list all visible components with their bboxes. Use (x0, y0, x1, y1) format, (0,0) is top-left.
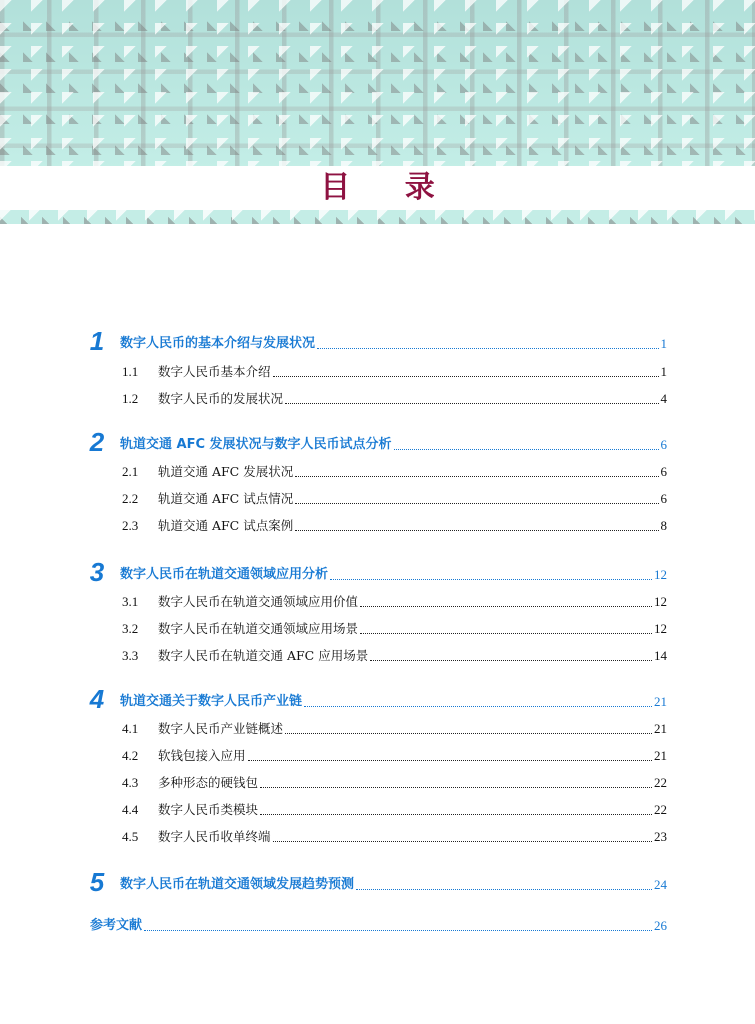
leader-dots (360, 606, 652, 607)
section-title: 轨道交通 AFC 发展状况 (158, 464, 294, 479)
page-number: 24 (654, 877, 667, 892)
leader-dots (295, 503, 658, 504)
chapter-1-number: 1 (89, 326, 105, 356)
page-number: 21 (654, 748, 667, 763)
page-number: 14 (654, 648, 667, 663)
section-title: 数字人民币在轨道交通领域应用价值 (158, 594, 359, 609)
leader-dots (304, 706, 652, 707)
section-title: 数字人民币在轨道交通 AFC 应用场景 (158, 648, 369, 663)
section-4-5-entry[interactable] (122, 827, 667, 847)
chapter-4-number: 4 (89, 684, 105, 714)
page-title: 目 录 (320, 170, 457, 205)
page-number: 1 (660, 336, 667, 351)
leader-dots (260, 787, 652, 788)
section-3-3-entry[interactable] (122, 646, 667, 666)
section-number: 1.1 (122, 364, 139, 379)
references-entry[interactable] (90, 916, 667, 936)
leader-dots (144, 930, 652, 931)
leader-dots (248, 760, 652, 761)
page-number: 1 (660, 364, 667, 379)
section-number: 4.4 (122, 802, 139, 817)
section-number: 3.2 (122, 621, 139, 636)
leader-dots (370, 660, 652, 661)
section-title: 软钱包接入应用 (158, 748, 246, 763)
page-number: 26 (654, 918, 667, 933)
leader-dots (394, 449, 659, 450)
section-1-2-entry[interactable] (122, 389, 667, 409)
section-number: 4.2 (122, 748, 139, 763)
section-title: 数字人民币在轨道交通领域应用场景 (158, 621, 359, 636)
section-number: 2.3 (122, 518, 139, 533)
chapter-5-number: 5 (89, 867, 105, 897)
references-title: 参考文献 (90, 918, 143, 933)
leader-dots (285, 733, 652, 734)
section-title: 轨道交通 AFC 试点案例 (158, 518, 294, 533)
section-title: 数字人民币类模块 (158, 802, 259, 817)
chapter-title: 轨道交通 AFC 发展状况与数字人民币试点分析 (120, 437, 392, 452)
leader-dots (295, 476, 658, 477)
page-number: 6 (660, 437, 667, 452)
section-4-2-entry[interactable] (122, 746, 667, 766)
leader-dots (360, 633, 652, 634)
leader-dots (273, 841, 652, 842)
page-number: 4 (660, 391, 667, 406)
chapter-1-entry[interactable] (120, 334, 667, 354)
section-3-1-entry[interactable] (122, 592, 667, 612)
section-number: 2.2 (122, 491, 139, 506)
section-3-2-entry[interactable] (122, 619, 667, 639)
chapter-title: 数字人民币的基本介绍与发展状况 (120, 336, 316, 351)
section-1-1-entry[interactable] (122, 362, 667, 382)
section-2-1-entry[interactable] (122, 462, 667, 482)
page-number: 6 (660, 491, 667, 506)
chapter-title: 数字人民币在轨道交通领域发展趋势预测 (120, 877, 355, 892)
page-number: 22 (654, 802, 667, 817)
leader-dots (295, 530, 658, 531)
chapter-2-entry[interactable] (120, 435, 667, 455)
section-number: 4.5 (122, 829, 139, 844)
section-title: 多种形态的硬钱包 (158, 775, 259, 790)
page-number: 12 (654, 621, 667, 636)
leader-dots (317, 348, 658, 349)
section-2-3-entry[interactable] (122, 516, 667, 536)
page-number: 12 (654, 567, 667, 582)
chapter-3-number: 3 (89, 557, 105, 587)
section-title: 数字人民币的发展状况 (158, 391, 284, 406)
page-number: 8 (660, 518, 667, 533)
section-number: 2.1 (122, 464, 139, 479)
leader-dots (273, 376, 659, 377)
chapter-5-entry[interactable] (120, 875, 667, 895)
leader-dots (356, 889, 652, 890)
section-4-4-entry[interactable] (122, 800, 667, 820)
page-number: 23 (654, 829, 667, 844)
section-4-3-entry[interactable] (122, 773, 667, 793)
section-title: 数字人民币收单终端 (158, 829, 271, 844)
page-number: 12 (654, 594, 667, 609)
section-4-1-entry[interactable] (122, 719, 667, 739)
page-number: 21 (654, 694, 667, 709)
section-2-2-entry[interactable] (122, 489, 667, 509)
section-number: 1.2 (122, 391, 139, 406)
chapter-4-entry[interactable] (120, 692, 667, 712)
page-number: 6 (660, 464, 667, 479)
chapter-title: 数字人民币在轨道交通领域应用分析 (120, 567, 329, 582)
page-number: 22 (654, 775, 667, 790)
section-number: 4.1 (122, 721, 139, 736)
section-title: 数字人民币基本介绍 (158, 364, 271, 379)
leader-dots (285, 403, 658, 404)
section-title: 数字人民币产业链概述 (158, 721, 284, 736)
chapter-title: 轨道交通关于数字人民币产业链 (120, 694, 303, 709)
chapter-2-number: 2 (89, 427, 105, 457)
section-title: 轨道交通 AFC 试点情况 (158, 491, 294, 506)
section-number: 3.3 (122, 648, 139, 663)
leader-dots (330, 579, 652, 580)
page-number: 21 (654, 721, 667, 736)
chapter-3-entry[interactable] (120, 565, 667, 585)
leader-dots (260, 814, 652, 815)
section-number: 4.3 (122, 775, 139, 790)
section-number: 3.1 (122, 594, 139, 609)
